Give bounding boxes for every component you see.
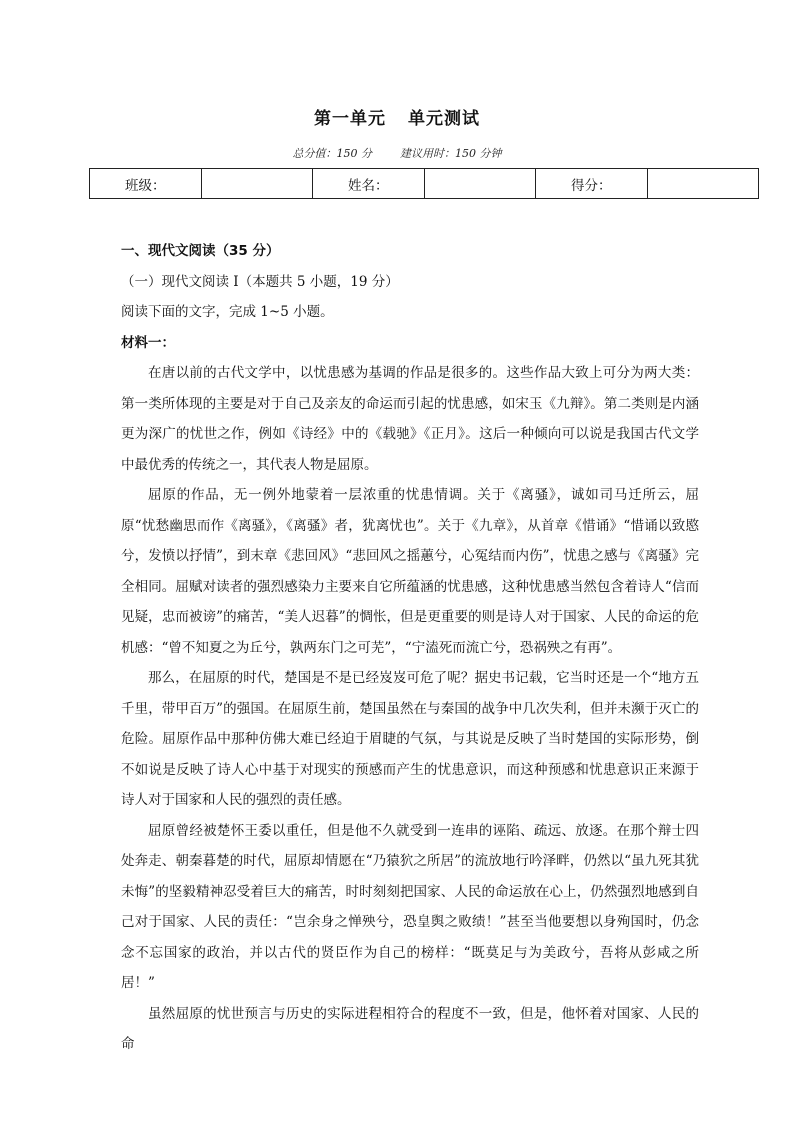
paragraph: 屈原的作品，无一例外地蒙着一层浓重的忧患情调。关于《离骚》，诚如司马迁所云，屈原“忧愁幽思而作《离骚》，《离骚》者，犹离忧也”。关于《九章》，从首章《惜诵》“惜诵以致愍兮，发愤以抒情”，到末章《悲回风》“悲回风之摇蕙兮，心冤结而内伤”，忧患之感与《离骚》完全相同。屈赋对读者的强烈感染力主要来自它所蕴涵的忧患感，这种忧患感当然包含着诗人“信而见疑，忠而被谤”的痛苦，“美人迟暮”的惆怅，但是更重要的则是诗人对于国家、人民的命运的危机感：“曾不知夏之为丘兮，孰两东门之可芜”，“宁溘死而流亡兮，恐祸殃之有再”。: [121, 487, 699, 656]
material-label: 材料一：: [121, 334, 175, 351]
total-score: 总分值：150 分: [292, 147, 372, 160]
paragraph: 在唐以前的古代文学中，以忧患感为基调的作品是很多的。这些作品大致上可分为两大类：第一类所体现的主要是对于自己及亲友的命运而引起的忧患感，如宋玉《九辩》。第二类则是内涵更为深广的忧世之作，例如《诗经》中的《载驰》《正月》。这后一种倾向可以说是我国古代文学中最优秀的传统之一，其代表人物是屈原。: [121, 365, 699, 473]
student-info-table: [89, 168, 759, 199]
suggested-time: 建议用时：150 分钟: [400, 147, 502, 160]
name-field[interactable]: [424, 169, 536, 199]
exam-meta: [0, 145, 794, 161]
reading-section: [121, 236, 699, 1060]
score-label: 得分：: [536, 169, 648, 199]
title-unit: 第一单元: [314, 109, 386, 129]
name-label: 姓名：: [313, 169, 425, 199]
paragraph: 虽然屈原的忧世预言与历史的实际进程相符合的程度不一致，但是，他怀着对国家、人民的命: [121, 1005, 699, 1052]
score-field[interactable]: [647, 169, 759, 199]
section-subheading: （一）现代文阅读 I（本题共 5 小题，19 分）: [121, 273, 399, 290]
class-field[interactable]: [201, 169, 313, 199]
class-label: 班级：: [90, 169, 202, 199]
paragraph: 屈原曾经被楚怀王委以重任，但是他不久就受到一连串的诬陷、疏远、放逐。在那个辩士四处奔走、朝秦暮楚的时代，屈原却情愿在“乃猿狖之所居”的流放地行吟泽畔，仍然以“虽九死其犹未悔”的坚毅精神忍受着巨大的痛苦，时时刻刻把国家、人民的命运放在心上，仍然强烈地感到自己对于国家、人民的责任：“岂余身之惮殃兮，恐皇舆之败绩！”甚至当他要想以身殉国时，仍念念不忘国家的政治，并以古代的贤臣作为自己的榜样：“既莫足与为美政兮，吾将从彭咸之所居！”: [121, 822, 699, 991]
title-test: 单元测试: [408, 109, 480, 129]
paragraph: 那么，在屈原的时代，楚国是不是已经岌岌可危了呢？据史书记载，它当时还是一个“地方五千里，带甲百万”的强国。在屈原生前，楚国虽然在与秦国的战争中几次失利，但并未濒于灭亡的危险。屈原作品中那种仿佛大难已经迫于眉睫的气氛，与其说是反映了当时楚国的实际形势，倒不如说是反映了诗人心中基于对现实的预感而产生的忧患意识，而这种预感和忧患意识正来源于诗人对于国家和人民的强烈的责任感。: [121, 670, 699, 808]
section-heading: 一、现代文阅读（35 分）: [121, 243, 280, 259]
section-instruction: 阅读下面的文字，完成 1~5 小题。: [121, 304, 334, 320]
page-title: [0, 104, 794, 129]
